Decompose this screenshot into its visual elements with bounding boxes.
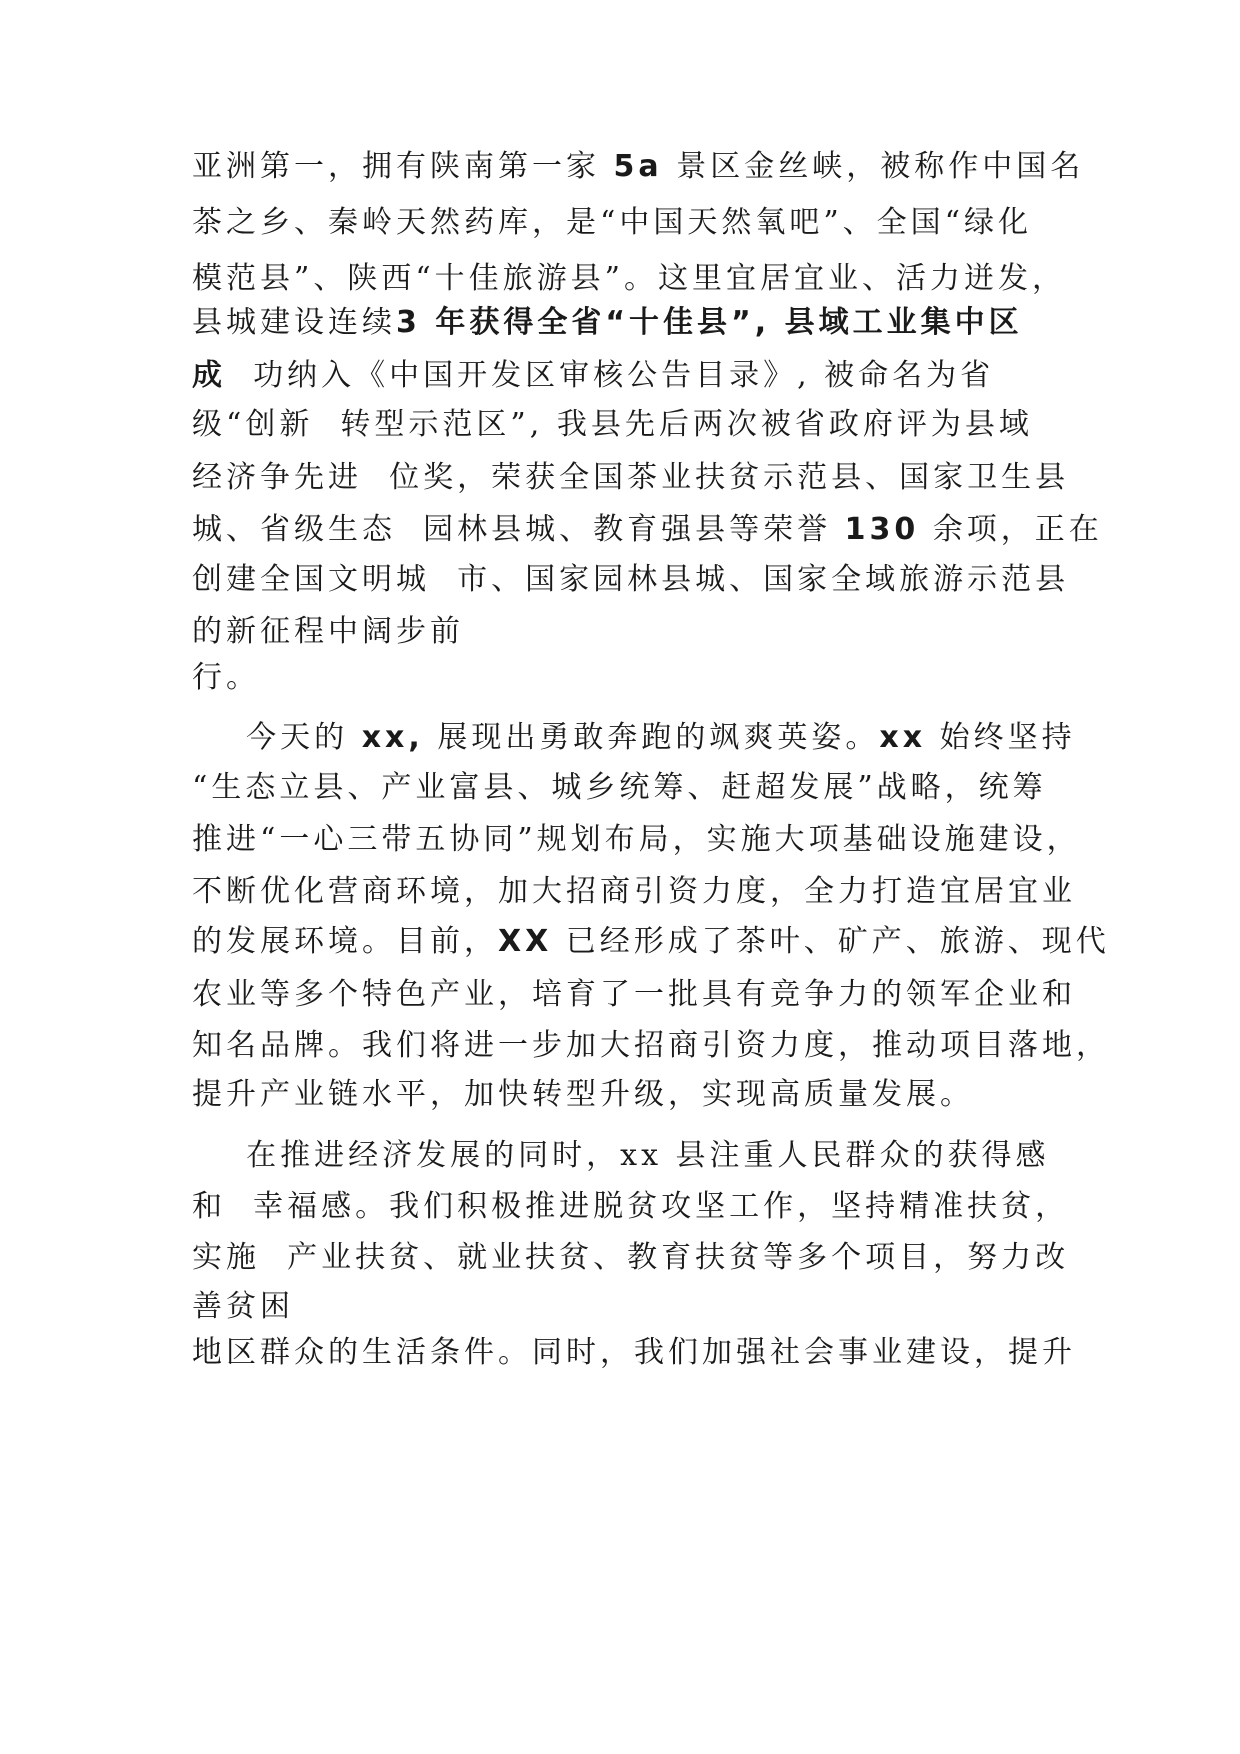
text-segment: 经济争先进 位奖，荣获全国茶业扶贫示范县、国家卫生县 <box>192 460 1070 495</box>
text-segment: 功纳入《中国开发区审核公告目录》, 被命名为省 <box>226 358 995 393</box>
text-segment: 城、省级生态 园林县城、教育强县等荣誉 <box>192 512 845 547</box>
bold-text-segment: XX <box>498 924 553 959</box>
text-segment: 茶之乡、秦岭天然药库，是“中国天然氧吧”、全国“绿化 <box>192 205 1033 240</box>
bold-text-segment: xx <box>879 720 927 755</box>
text-segment: 亚洲第一，拥有陕南第一家 <box>192 149 614 184</box>
text-line <box>192 1075 974 1115</box>
text-segment: 的发展环境。目前， <box>192 924 498 959</box>
text-segment: 推进“一心三带五协同”规划布局，实施大项基础设施建设， <box>192 822 1081 857</box>
text-line <box>192 1187 1069 1227</box>
text-line <box>192 1136 1050 1176</box>
text-line <box>192 510 1103 550</box>
text-line <box>192 975 1076 1015</box>
text-segment: 地区群众的生活条件。同时，我们加强社会事业建设，提升 <box>192 1335 1076 1370</box>
text-segment: 在推进经济发展的同时，xx 县注重人民群众的获得感 <box>192 1138 1050 1173</box>
text-line <box>192 718 1076 758</box>
text-line <box>192 560 1069 600</box>
text-line <box>192 1287 294 1327</box>
text-line <box>192 612 464 652</box>
text-segment: 农业等多个特色产业，培育了一批具有竞争力的领军企业和 <box>192 977 1076 1012</box>
bold-text-segment: 成 <box>192 358 226 393</box>
text-segment: “生态立县、产业富县、城乡统筹、赶超发展”战略，统筹 <box>192 770 1047 805</box>
text-line <box>192 303 1023 343</box>
text-line <box>192 872 1076 912</box>
text-segment: 模范县”、陕西“十佳旅游县”。这里宜居宜业、活力迸发， <box>192 261 1067 296</box>
text-segment: 始终坚持 <box>926 720 1076 755</box>
text-segment: 级“创新 转型示范区”, 我县先后两次被省政府评为县域 <box>192 407 1033 442</box>
text-line <box>192 658 260 698</box>
bold-text-segment: xx, <box>361 720 424 755</box>
text-line <box>192 147 1084 187</box>
text-segment: 行。 <box>192 660 260 695</box>
text-segment: 知名品牌。我们将进一步加大招商引资力度，推动项目落地， <box>192 1028 1110 1063</box>
text-segment: 善贫困 <box>192 1289 294 1324</box>
text-segment: 的新征程中阔步前 <box>192 614 464 649</box>
text-segment: 创建全国文明城 市、国家园林县城、国家全域旅游示范县 <box>192 562 1070 597</box>
text-segment: 展现出勇敢奔跑的飒爽英姿。 <box>423 720 880 755</box>
text-line <box>192 922 1110 962</box>
bold-text-segment: 5a <box>613 149 663 184</box>
text-line <box>192 1026 1110 1066</box>
text-segment: 今天的 <box>192 720 362 755</box>
text-line <box>192 820 1081 860</box>
text-line <box>192 768 1047 808</box>
text-line <box>192 259 1066 299</box>
text-segment: 余项，正在 <box>919 512 1103 547</box>
text-segment: 实施 产业扶贫、就业扶贫、教育扶贫等多个项目，努力改 <box>192 1240 1070 1275</box>
bold-text-segment: 130 <box>844 512 920 547</box>
text-segment: 和 幸福感。我们积极推进脱贫攻坚工作，坚持精准扶贫， <box>192 1189 1070 1224</box>
text-line <box>192 405 1033 445</box>
text-line <box>192 1238 1069 1278</box>
text-segment: 提升产业链水平，加快转型升级，实现高质量发展。 <box>192 1077 974 1112</box>
text-segment: 景区金丝峡，被称作中国名 <box>662 149 1085 184</box>
text-segment: 不断优化营商环境，加大招商引资力度，全力打造宜居宜业 <box>192 874 1076 909</box>
text-segment: 已经形成了茶叶、矿产、旅游、现代 <box>552 924 1110 959</box>
text-line <box>192 1333 1076 1373</box>
bold-text-segment: 3 年获得全省“十佳县”, 县域工业集中区 <box>396 305 1023 340</box>
text-line <box>192 203 1032 243</box>
text-segment: 县城建设连续 <box>192 305 396 340</box>
text-line <box>192 356 994 396</box>
text-line <box>192 458 1069 498</box>
